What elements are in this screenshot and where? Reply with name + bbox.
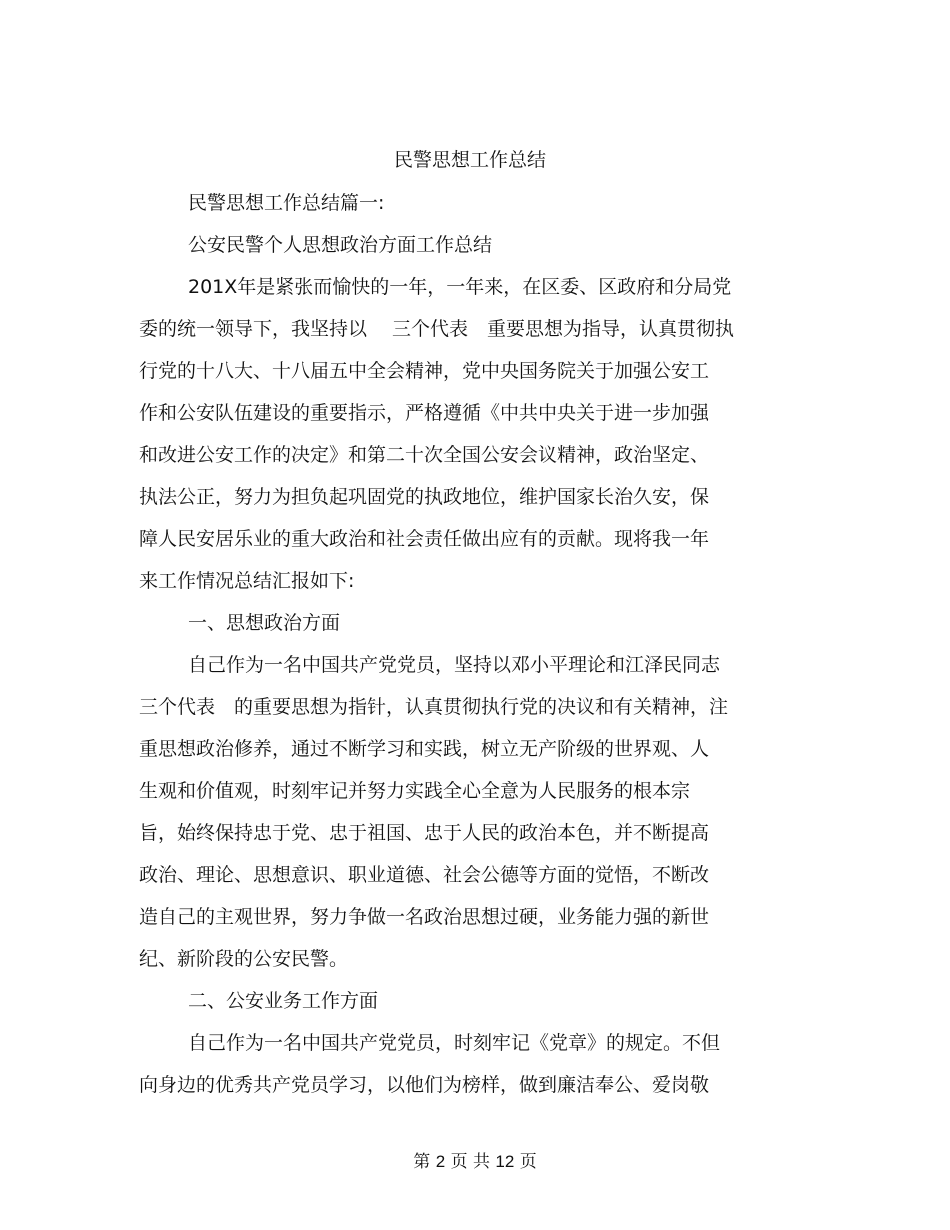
text-line: 政治、理论、思想意识、职业道德、社会公德等方面的觉悟，不断改 (139, 864, 710, 886)
text-line: 三个代表 的重要思想为指针，认真贯彻执行党的决议和有关精神，注 (139, 696, 729, 718)
text-line: 执法公正，努力为担负起巩固党的执政地位，维护国家长治久安，保 (139, 486, 710, 508)
text-line: 作和公安队伍建设的重要指示，严格遵循《中共中央关于进一步加强 (139, 402, 710, 424)
page-footer (0, 1150, 950, 1174)
text-line: 自己作为一名中国共产党党员，时刻牢记《党章》的规定。不但 (188, 1032, 721, 1054)
total-page-number: 12 (495, 1152, 515, 1171)
text-line: 201X年是紧张而愉快的一年，一年来，在区委、区政府和分局党 (188, 276, 732, 298)
text-line: 行党的十八大、十八届五中全会精神，党中央国务院关于加强公安工 (139, 360, 710, 382)
text-line: 公安民警个人思想政治方面工作总结 (188, 234, 493, 256)
section-heading: 一、思想政治方面 (188, 612, 341, 634)
text-line: 向身边的优秀共产党员学习，以他们为榜样，做到廉洁奉公、爱岗敬 (139, 1074, 710, 1096)
text-line: 和改进公安工作的决定》和第二十次全国公安会议精神，政治坚定、 (139, 444, 710, 466)
section-heading: 二、公安业务工作方面 (188, 990, 379, 1012)
text-line: 障人民安居乐业的重大政治和社会责任做出应有的贡献。现将我一年 (139, 528, 710, 550)
document-title: 民警思想工作总结 (393, 149, 546, 171)
text-line: 委的统一领导下，我坚持以 三个代表 重要思想为指导，认真贯彻执 (139, 318, 735, 340)
footer-suffix: 页 (519, 1152, 537, 1172)
text-line: 民警思想工作总结篇一: (188, 192, 385, 214)
text-line: 重思想政治修养，通过不断学习和实践，树立无产阶级的世界观、人 (139, 738, 710, 760)
text-line: 自己作为一名中国共产党党员，坚持以邓小平理论和江泽民同志 (188, 654, 721, 676)
text-line: 造自己的主观世界，努力争做一名政治思想过硬，业务能力强的新世 (139, 906, 710, 928)
text-line: 生观和价值观，时刻牢记并努力实践全心全意为人民服务的根本宗 (139, 780, 691, 802)
footer-prefix: 第 (413, 1152, 431, 1172)
footer-middle: 页 共 (450, 1152, 490, 1172)
text-line: 来工作情况总结汇报如下: (139, 570, 355, 592)
text-line: 纪、新阶段的公安民警。 (139, 948, 349, 970)
current-page-number: 2 (435, 1152, 446, 1171)
text-line: 旨，始终保持忠于党、忠于祖国、忠于人民的政治本色，并不断提高 (139, 822, 710, 844)
